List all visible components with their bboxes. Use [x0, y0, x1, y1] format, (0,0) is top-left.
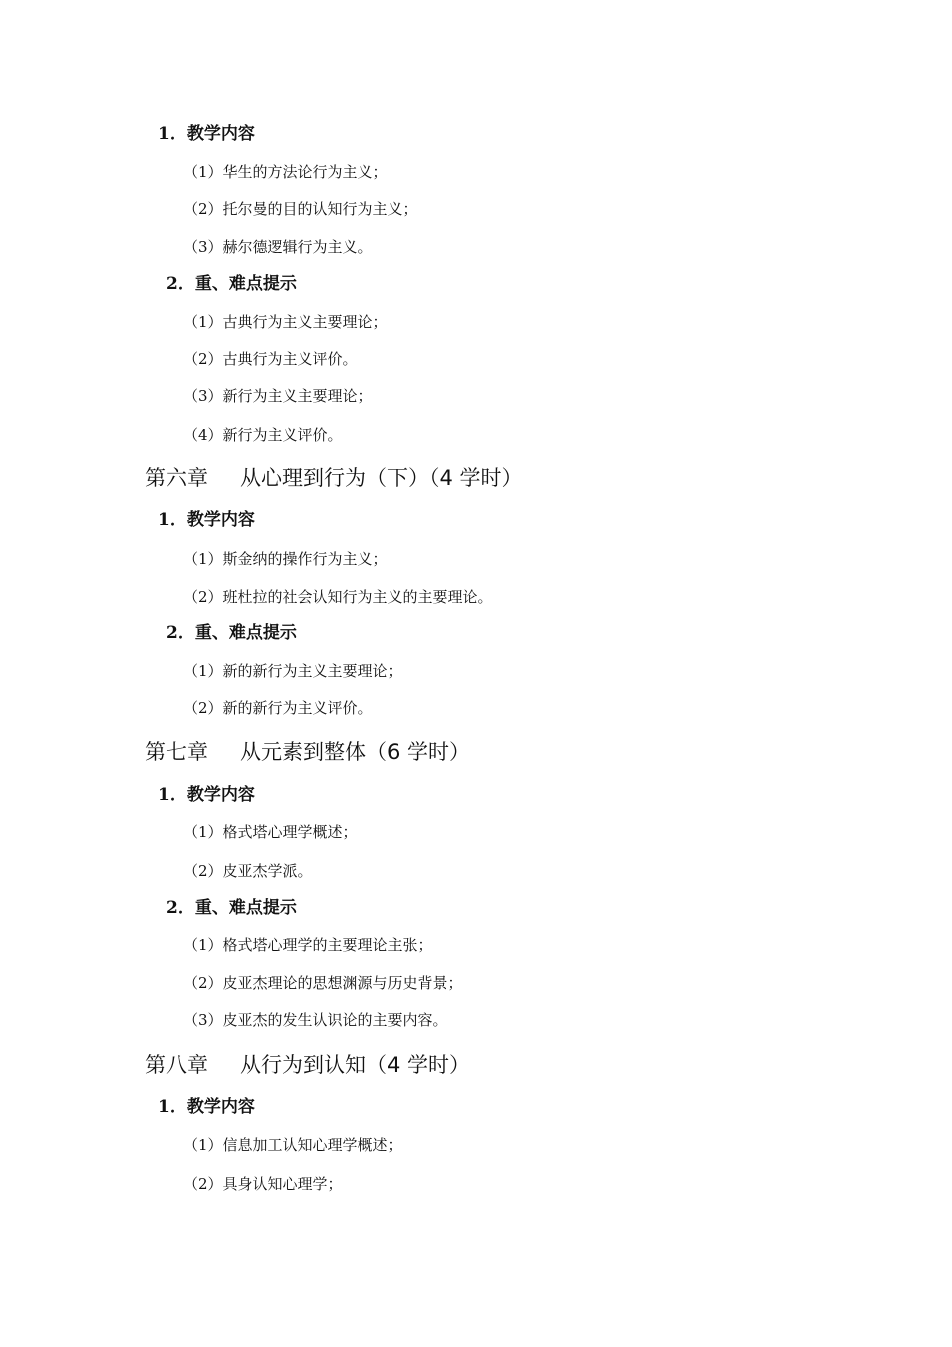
subheading-teaching-content: 1．教学内容: [158, 785, 255, 805]
chapter-number: 第八章: [145, 1053, 208, 1077]
subheading-key-points: 2．重、难点提示: [166, 274, 297, 294]
subheading-teaching-content: 1．教学内容: [158, 124, 255, 144]
list-item: （2）具身认知心理学；: [183, 1175, 343, 1193]
list-item: （3）赫尔德逻辑行为主义。: [183, 238, 373, 256]
chapter-heading-7: [145, 739, 470, 765]
chapter-number: 第七章: [145, 740, 208, 764]
list-item: （3）皮亚杰的发生认识论的主要内容。: [183, 1011, 448, 1029]
list-item: （1）新的新行为主义主要理论；: [183, 662, 403, 680]
list-item: （1）古典行为主义主要理论；: [183, 313, 388, 331]
chapter-heading-6: [145, 465, 523, 491]
list-item: （3）新行为主义主要理论；: [183, 387, 373, 405]
list-item: （1）格式塔心理学概述；: [183, 823, 358, 841]
list-item: （2）托尔曼的目的认知行为主义；: [183, 200, 418, 218]
subheading-teaching-content: 1．教学内容: [158, 1097, 255, 1117]
list-item: （1）斯金纳的操作行为主义；: [183, 550, 388, 568]
chapter-heading-8: [145, 1052, 470, 1078]
list-item: （2）皮亚杰理论的思想渊源与历史背景；: [183, 974, 463, 992]
chapter-title: 从元素到整体（6 学时）: [240, 740, 471, 764]
list-item: （2）古典行为主义评价。: [183, 350, 358, 368]
chapter-title: 从行为到认知（4 学时）: [240, 1053, 471, 1077]
list-item: （2）新的新行为主义评价。: [183, 699, 373, 717]
subheading-teaching-content: 1．教学内容: [158, 510, 255, 530]
list-item: （1）华生的方法论行为主义；: [183, 163, 388, 181]
list-item: （1）格式塔心理学的主要理论主张；: [183, 936, 433, 954]
list-item: （2）皮亚杰学派。: [183, 862, 313, 880]
subheading-key-points: 2．重、难点提示: [166, 623, 297, 643]
subheading-key-points: 2．重、难点提示: [166, 898, 297, 918]
list-item: （2）班杜拉的社会认知行为主义的主要理论。: [183, 588, 493, 606]
list-item: （4）新行为主义评价。: [183, 426, 343, 444]
chapter-number: 第六章: [145, 466, 208, 490]
list-item: （1）信息加工认知心理学概述；: [183, 1136, 403, 1154]
chapter-title: 从心理到行为（下）（4 学时）: [240, 466, 523, 490]
